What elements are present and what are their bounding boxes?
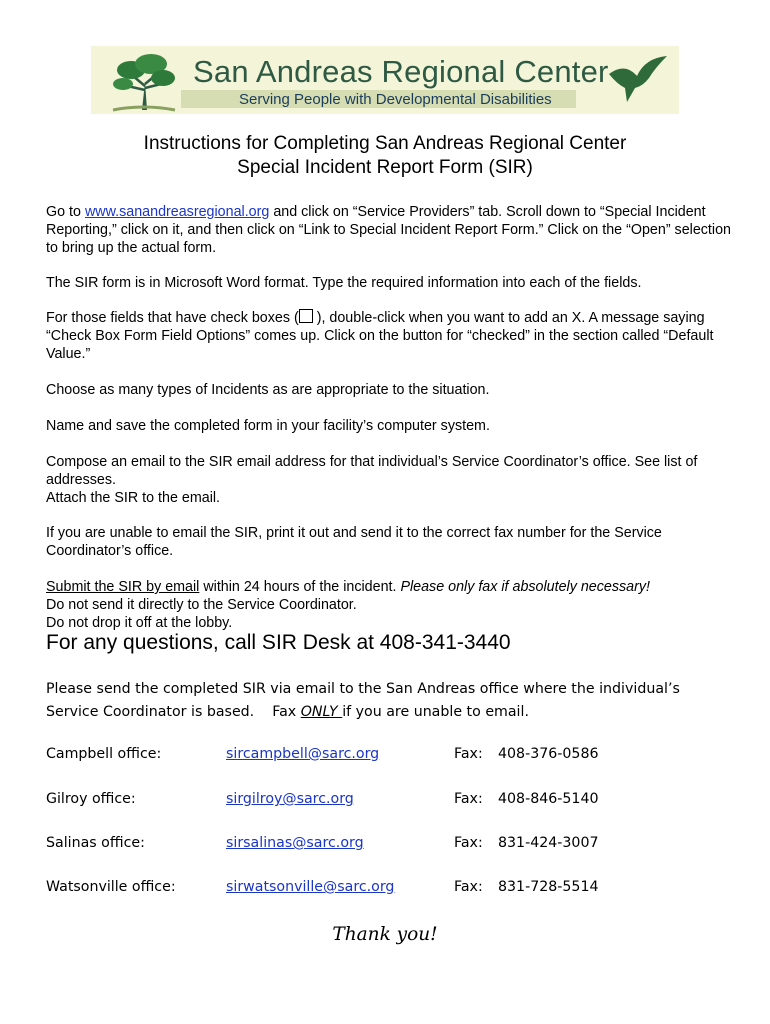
thank-you: Thank you! <box>332 924 438 945</box>
org-tagline: Serving People with Developmental Disabilities <box>239 91 552 108</box>
header-banner <box>91 46 679 114</box>
eagle-icon <box>607 54 669 106</box>
paragraph-compose-email: Compose an email to the SIR email address for that individual’s Service Coordinator’s office. See list of addresses. Attach the SIR to the email. <box>46 454 698 506</box>
email-instructions: Please send the completed SIR via email to the San Andreas office where the individual’s Service Coordinator is based. Fax ONLY if you are unable to email. <box>46 681 680 720</box>
email-link[interactable]: sirgilroy@sarc.org <box>226 791 354 807</box>
office-row-gilroy: Gilroy office: sirgilroy@sarc.org Fax: 408-846-5140 <box>46 791 599 807</box>
paragraph-save-form: Name and save the completed form in your facility’s computer system. <box>46 418 490 434</box>
paragraph-submit: Submit the SIR by email within 24 hours of the incident. Please only fax if absolutely necessary! Do not send it directly to the Service Coordinator. Do not drop it off at the lobby. <box>46 579 650 631</box>
org-name: San Andreas Regional Center <box>193 54 609 89</box>
paragraph-word-format: The SIR form is in Microsoft Word format. Type the required information into each of the fields. <box>46 275 642 291</box>
paragraph-incident-types: Choose as many types of Incidents as are appropriate to the situation. <box>46 382 490 398</box>
office-row-watsonville: Watsonville office: sirwatsonville@sarc.org Fax: 831-728-5514 <box>46 879 599 895</box>
paragraph-go-to-site: Go to www.sanandreasregional.org and click on “Service Providers” tab. Scroll down to “Special Incident Reporting,” click on it, and then click on “Link to Special Incident Report Form.” Click on the “Open” selection to bring up the actual form. <box>46 204 731 256</box>
email-link[interactable]: sirsalinas@sarc.org <box>226 835 364 851</box>
office-row-salinas: Salinas office: sirsalinas@sarc.org Fax: 831-424-3007 <box>46 835 599 851</box>
office-row-campbell: Campbell office: sircampbell@sarc.org Fax: 408-376-0586 <box>46 746 599 762</box>
fax-number: 831-424-3007 <box>498 835 599 851</box>
paragraph-fax-fallback: If you are unable to email the SIR, print it out and send it to the correct fax number for the Service Coordinator’s office. <box>46 525 662 559</box>
checkbox-icon <box>299 309 313 323</box>
website-link[interactable]: www.sanandreasregional.org <box>84 204 270 220</box>
email-link[interactable]: sircampbell@sarc.org <box>226 746 380 762</box>
tree-icon <box>109 52 179 112</box>
paragraph-check-boxes: For those fields that have check boxes ( ), double-click when you want to add an X. A message saying “Check Box Form Field Options” comes up. Click on the button for “checked” in the section called “Default Value.” <box>46 310 714 362</box>
page-title-line1: Instructions for Completing San Andreas Regional Center <box>143 133 627 154</box>
page-title-line2: Special Incident Report Form (SIR) <box>237 157 533 178</box>
fax-number: 408-376-0586 <box>498 746 599 762</box>
fax-number: 408-846-5140 <box>498 791 599 807</box>
fax-number: 831-728-5514 <box>498 879 599 895</box>
email-link[interactable]: sirwatsonville@sarc.org <box>226 879 395 895</box>
questions-phone: For any questions, call SIR Desk at 408-341-3440 <box>46 631 511 654</box>
